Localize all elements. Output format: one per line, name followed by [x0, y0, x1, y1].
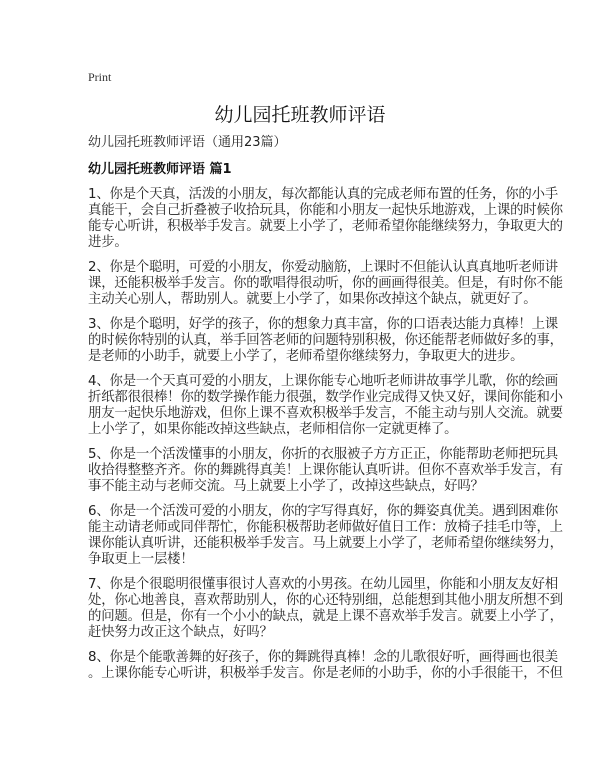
paragraph-line: 3、你是个聪明，好学的孩子，你的想象力真丰富，你的口语表达能力真棒！上课: [88, 317, 558, 332]
paragraph-line: 6、你是一个活泼可爱的小朋友，你的字写得真好，你的舞姿真优美。遇到困难你: [88, 504, 558, 519]
paragraph-line: 8、你是个能歌善舞的好孩子，你的舞跳得真棒！念的儿歌很好听，画得画也很美: [88, 650, 558, 665]
comment-paragraph: [88, 317, 563, 365]
paragraph-line: 能专心听讲，积极举手发言。就要上小学了，老师希望你能继续努力，争取更大的: [88, 219, 563, 234]
paragraph-line: 4、你是一个天真可爱的小朋友，上课你能专心地听老师讲故事学儿歌，你的绘画: [88, 374, 558, 389]
paragraph-line: 5、你是一个活泼懂事的小朋友，你折的衣服被子方方正正，你能帮助老师把玩具: [88, 447, 558, 462]
comment-paragraph: [88, 504, 563, 568]
subtitle: 幼儿园托班教师评语（通用23篇）: [88, 135, 287, 150]
paragraph-line: 主动关心别人，帮助别人。就要上小学了，如果你改掉这个缺点，就更好了。: [88, 292, 537, 307]
paragraph-line: 。上课你能专心听讲，积极举手发言。你是老师的小助手，你的小手很能干，不但: [88, 666, 563, 681]
paragraph-line: 课你能认真听讲，还能积极举手发言。马上就要上小学了，老师希望你继续努力，: [88, 536, 563, 551]
paragraph-line: 真能干，会自己折叠被子收拾玩具，你能和小朋友一起快乐地游戏，上课的时候你: [88, 203, 563, 218]
paragraph-line: 的时候你特别的认真，举手回答老师的问题特别积极，你还能帮老师做好多的事，: [88, 333, 563, 348]
paragraph-line: 的问题。但是，你有一个小小的缺点，就是上课不喜欢举手发言。就要上小学了，: [88, 609, 563, 624]
paragraph-line: 进步。: [88, 235, 128, 250]
comment-paragraph: [88, 374, 563, 438]
comment-paragraph: [88, 650, 563, 682]
paragraph-line: 朋友一起快乐地游戏，但你上课不喜欢积极举手发言，不能主动与别人交流。就要: [88, 406, 563, 421]
document-body: [88, 187, 563, 691]
comment-paragraph: [88, 260, 563, 308]
paragraph-line: 课，还能积极举手发言。你的歌唱得很动听，你的画画得很美。但是，有时你不能: [88, 276, 563, 291]
comment-paragraph: [88, 447, 563, 495]
print-link[interactable]: Print: [88, 70, 112, 84]
paragraph-line: 收拾得整整齐齐。你的舞跳得真美！上课你能认真听讲。但你不喜欢举手发言，有: [88, 463, 563, 478]
paragraph-line: 能主动请老师或同伴帮忙，你能积极帮助老师做好值日工作：放椅子挂毛巾等，上: [88, 520, 563, 535]
paragraph-line: 赶快努力改正这个缺点，好吗？: [88, 625, 273, 640]
paragraph-line: 上小学了，如果你能改掉这些缺点，老师相信你一定就更棒了。: [88, 422, 458, 437]
paragraph-line: 争取更上一层楼！: [88, 552, 194, 567]
paragraph-line: 7、你是个很聪明很懂事很讨人喜欢的小男孩。在幼儿园里，你能和小朋友友好相: [88, 577, 558, 592]
paragraph-line: 事不能主动与老师交流。马上就要上小学了，改掉这些缺点，好吗？: [88, 479, 484, 494]
comment-paragraph: [88, 577, 563, 641]
comment-paragraph: [88, 187, 563, 251]
paragraph-line: 2、你是个聪明，可爱的小朋友，你爱动脑筋，上课时不但能认认真真地听老师讲: [88, 260, 558, 275]
paragraph-line: 折纸都很很棒！你的数学操作能力很强，数学作业完成得又快又好，课间你能和小: [88, 390, 563, 405]
section-heading: 幼儿园托班教师评语 篇1: [88, 162, 232, 177]
page-title: 幼儿园托班教师评语: [214, 104, 386, 126]
paragraph-line: 处，你心地善良，喜欢帮助别人，你的心还特别细，总能想到其他小朋友所想不到: [88, 593, 563, 608]
paragraph-line: 是老师的小助手，就要上小学了，老师希望你继续努力，争取更大的进步。: [88, 349, 524, 364]
paragraph-line: 1、你是个天真，活泼的小朋友，每次都能认真的完成老师布置的任务，你的小手: [88, 187, 558, 202]
